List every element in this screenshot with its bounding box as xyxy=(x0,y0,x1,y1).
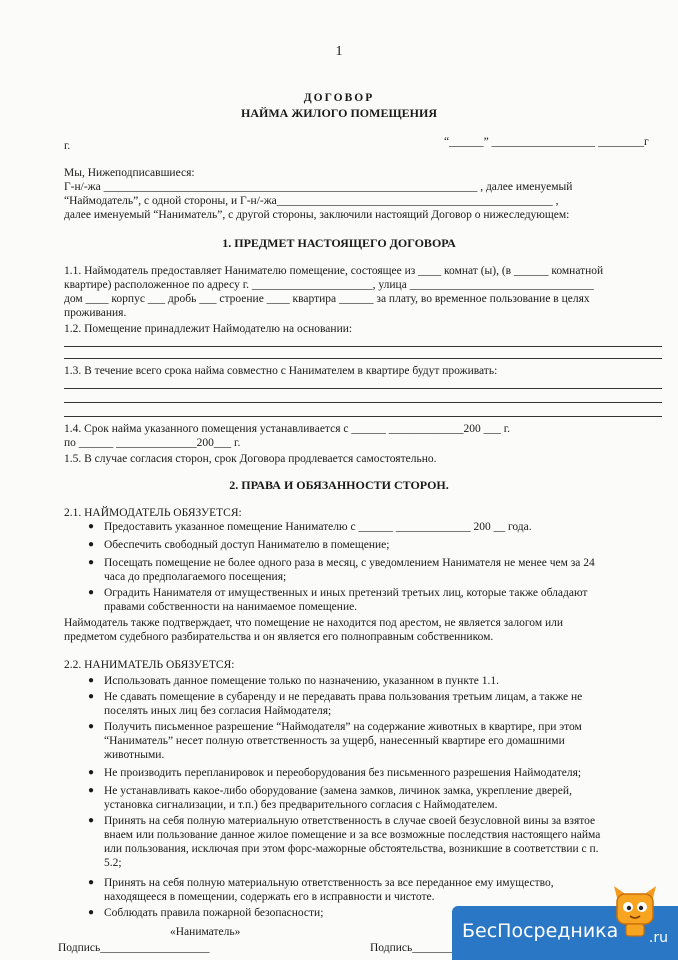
section-1-heading: 1. ПРЕДМЕТ НАСТОЯЩЕГО ДОГОВОРА xyxy=(222,236,456,250)
list-item: Соблюдать правила пожарной безопасности; xyxy=(104,907,324,919)
clause-1-1: квартире) расположенное по адресу г. _____________________, улица ________________________________ xyxy=(64,279,594,291)
clause-1-2: 1.2. Помещение принадлежит Наймодателю на основании: xyxy=(64,323,353,335)
bullet-icon: ● xyxy=(88,877,95,888)
list-item-cont: 5.2; xyxy=(104,857,122,869)
list-item: Предоставить указанное помещение Нанимателю с ______ _____________ 200 __ года. xyxy=(104,521,532,533)
list-item: Использовать данное помещение только по назначению, указанном в пункте 1.1. xyxy=(104,675,500,687)
list-item-cont: “Наниматель” несет полную ответственность за ущерб, нанесенный квартире его домашними xyxy=(104,735,565,747)
clause-1-1: 1.1. Наймодатель предоставляет Нанимателю помещение, состоящее из ____ комнат (ы), (в ______ комнатной xyxy=(64,265,604,277)
intro-line: “Наймодатель”, с одной стороны, и Г-н/-жа________________________________________________ , xyxy=(64,195,559,207)
list-item-cont: правами собственности на нанимаемое помещение. xyxy=(104,601,358,613)
clause-1-4: по ______ ______________200___ г. xyxy=(64,437,241,449)
list-item: Обеспечить свободный доступ Нанимателю в помещение; xyxy=(104,539,390,551)
list-item-cont: животными. xyxy=(104,749,165,761)
list-item-cont: внаем или пользование данное жилое помещение и за все возможные последствия настоящего найма xyxy=(104,829,601,841)
list-item-cont: поселять иных лиц без согласия Наймодателя; xyxy=(104,705,332,717)
intro-line: далее именуемый “Наниматель”, с другой стороны, заключили настоящий Договор о нижеследующем: xyxy=(64,209,570,221)
logo-text: БесПосредника xyxy=(462,920,619,942)
list-item: Не производить перепланировок и переоборудования без письменного разрешения Наймодателя; xyxy=(104,767,582,779)
list-item: Не устанавливать какое-либо оборудование (замена замков, личинок замка, укрепление дверей, xyxy=(104,785,572,797)
left-signature-line: Подпись___________________ xyxy=(58,942,210,954)
bullet-icon: ● xyxy=(88,557,95,568)
bullet-icon: ● xyxy=(88,907,95,918)
clause-1-5: 1.5. В случае согласия сторон, срок Договора продлевается самостоятельно. xyxy=(64,453,437,465)
clause-1-3: 1.3. В течение всего срока найма совместно с Нанимателем в квартире будут проживать: xyxy=(64,365,498,377)
blank-line xyxy=(64,358,662,359)
bullet-icon: ● xyxy=(88,675,95,686)
section-2-heading: 2. ПРАВА И ОБЯЗАННОСТИ СТОРОН. xyxy=(229,478,449,492)
list-item-cont: часа до предполагаемого посещения; xyxy=(104,571,287,583)
tenant-label: «Наниматель» xyxy=(170,926,241,938)
subsection-2-2-heading: 2.2. НАНИМАТЕЛЬ ОБЯЗУЕТСЯ: xyxy=(64,659,235,671)
list-item: Не сдавать помещение в субаренду и не передавать права пользования третьим лицам, а также не xyxy=(104,691,583,703)
logo-suffix: .ru xyxy=(648,930,668,946)
clause-1-1: проживания. xyxy=(64,307,127,319)
blank-line xyxy=(64,388,662,389)
landlord-note: предметом судебного разбирательства и он является его полноправным собственником. xyxy=(64,631,494,643)
bullet-icon: ● xyxy=(88,539,95,550)
document-title: ДОГОВОР xyxy=(303,92,375,104)
subsection-2-1-heading: 2.1. НАЙМОДАТЕЛЬ ОБЯЗУЕТСЯ: xyxy=(64,507,242,519)
bullet-icon: ● xyxy=(88,721,95,732)
city-label: г. xyxy=(64,140,71,152)
bullet-icon: ● xyxy=(88,587,95,598)
bullet-icon: ● xyxy=(88,767,95,778)
right-signature-line: Подпись_______ xyxy=(370,942,453,954)
intro-line: Мы, Нижеподписавшиеся: xyxy=(64,167,195,179)
clause-1-4: 1.4. Срок найма указанного помещения устанавливается с ______ _____________200 ___ г. xyxy=(64,423,511,435)
date-line: “______” __________________ ________г xyxy=(444,136,649,148)
document-subtitle: НАЙМА ЖИЛОГО ПОМЕЩЕНИЯ xyxy=(241,106,437,120)
list-item: Принять на себя полную материальную ответственность в случае своей безусловной вины за взятое xyxy=(104,815,596,827)
list-item: Получить письменное разрешение “Наймодателя” на содержание животных в квартире, при этом xyxy=(104,721,582,733)
list-item: Посещать помещение не более одного раза в месяц, с уведомлением Нанимателя не менее чем за 24 xyxy=(104,557,595,569)
page-number: 1 xyxy=(335,44,343,59)
bullet-icon: ● xyxy=(88,785,95,796)
clause-1-1: дом ____ корпус ___ дробь ___ строение ____ квартира ______ за плату, во временное пользование в целях xyxy=(64,293,590,305)
list-item: Принять на себя полную материальную ответственность за все переданное ему имущество, xyxy=(104,877,554,889)
list-item: Оградить Нанимателя от имущественных и иных претензий третьих лиц, которые также обладают xyxy=(104,587,588,599)
list-item-cont: установка сигнализации, и т.п.) без предварительного согласия с Наймодателем. xyxy=(104,799,498,811)
blank-line xyxy=(64,416,662,417)
bullet-icon: ● xyxy=(88,815,95,826)
bullet-icon: ● xyxy=(88,691,95,702)
bullet-icon: ● xyxy=(88,521,95,532)
landlord-note: Наймодатель также подтверждает, что помещение не находится под арестом, не является залогом или xyxy=(64,617,564,629)
mascot-icon xyxy=(612,884,658,940)
list-item-cont: или пользования, исключая при этом форс-мажорные обстоятельства, возникшие в соответствии с п. xyxy=(104,843,599,855)
blank-line xyxy=(64,346,662,347)
intro-line: Г-н/-жа _________________________________________________________________ , далее именуемый xyxy=(64,181,573,193)
list-item-cont: находящееся в помещении, содержать его в исправности и чистоте. xyxy=(104,891,435,903)
blank-line xyxy=(64,402,662,403)
